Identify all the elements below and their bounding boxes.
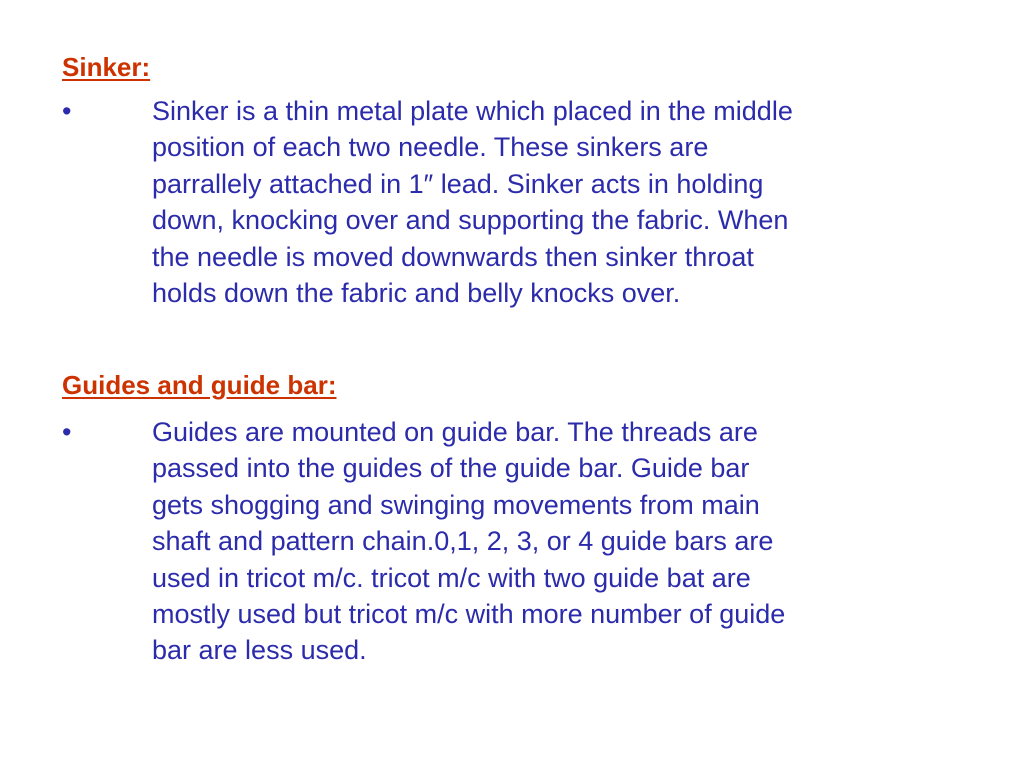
sinker-bullet-item [62,93,972,311]
guides-description: Guides are mounted on guide bar. The threads are passed into the guides of the guide bar. Guide bar gets shogging and swinging movements from main shaft and pattern chain.0,1, 2, 3, or 4 guide bars are used in tricot m/c. tricot m/c with two guide bat are mostly used but tricot m/c with more number of guide bar are less used. [152,417,786,666]
guides-bullet-item [62,414,972,669]
bullet-point: • [62,96,72,126]
sinker-description: Sinker is a thin metal plate which placed in the middle position of each two needle. These sinkers are parrallely attached in 1″ lead. Sinker acts in holding down, knocking over and supporting the fabric. When the needle is moved downwards then sinker throat holds down the fabric and belly knocks over. [152,96,793,309]
sinker-heading: Sinker: [62,52,151,82]
guides-heading: Guides and guide bar: [62,370,337,400]
bullet-point: • [62,417,72,447]
